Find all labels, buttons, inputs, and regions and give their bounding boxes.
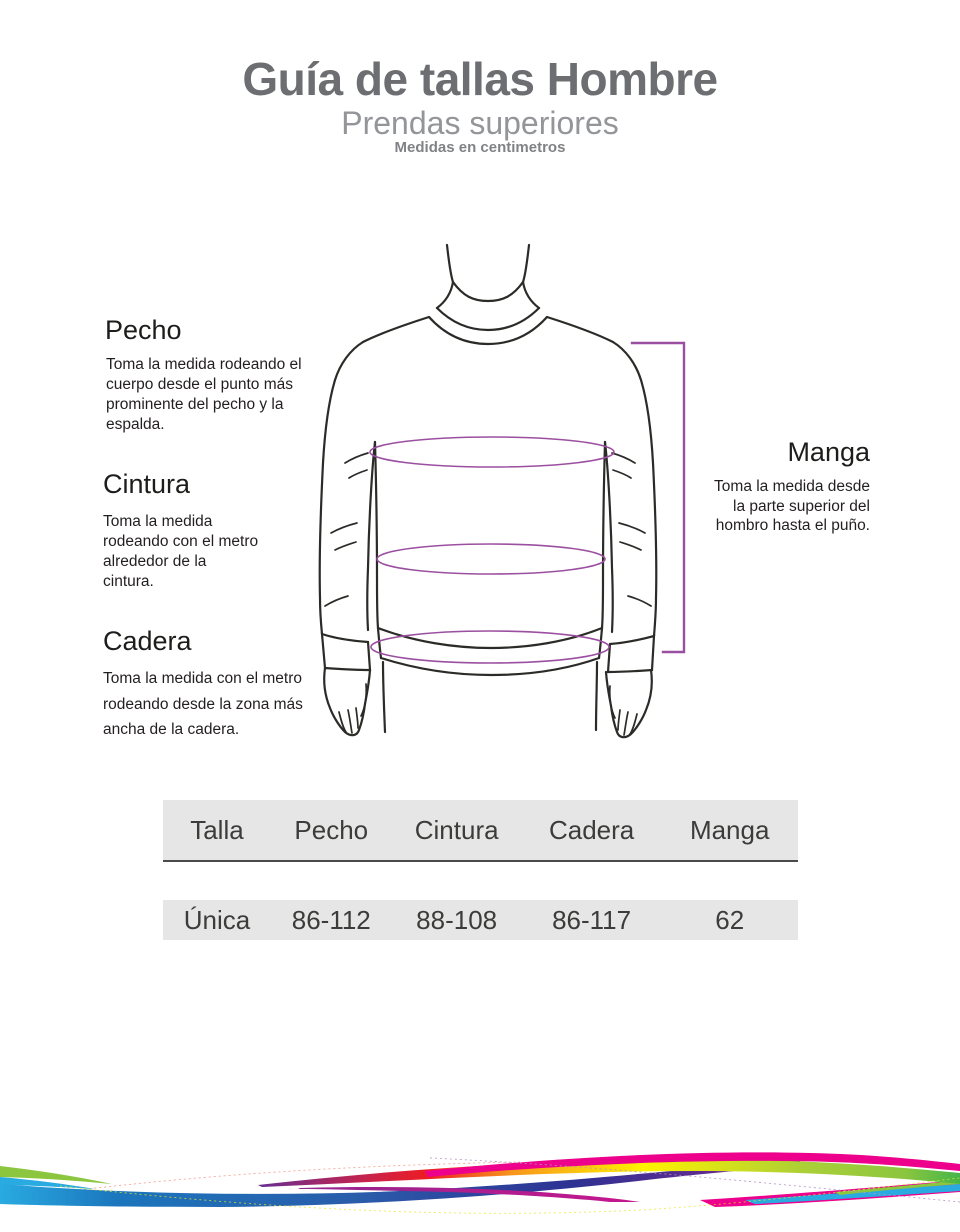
column-header-pecho: Pecho xyxy=(294,814,369,845)
hand-left-fingers xyxy=(339,684,366,733)
cell-cintura: 88-108 xyxy=(416,904,498,935)
measurement-label-manga: Manga xyxy=(787,437,870,467)
collar-top-edge xyxy=(437,308,539,330)
wave-ribbon-svg xyxy=(0,1140,960,1232)
column-header-manga: Manga xyxy=(689,814,770,845)
measure-marks xyxy=(370,343,684,663)
size-table-header-row xyxy=(163,800,798,862)
measurement-description-pecho: Toma la medida rodeando el cuerpo desde el punto más prominente del pecho y la espalda. xyxy=(106,356,302,433)
neck-right-line xyxy=(523,245,539,308)
hip-line-left xyxy=(383,662,385,732)
sweater-diagram xyxy=(295,238,695,743)
hem-bottom-edge xyxy=(381,658,599,675)
measurement-label-pecho: Pecho xyxy=(105,315,182,345)
column-header-cadera: Cadera xyxy=(548,814,635,845)
page-subtitle: Prendas superiores xyxy=(341,105,619,141)
cell-talla: Única xyxy=(183,904,251,935)
hand-right-fingers xyxy=(610,686,637,735)
cuff-left xyxy=(322,634,370,670)
measurement-label-cadera: Cadera xyxy=(103,626,192,656)
cuff-right xyxy=(608,636,654,672)
column-header-talla: Talla xyxy=(190,814,244,845)
waist-measure-ellipse xyxy=(377,544,605,574)
neck-left-line xyxy=(437,245,453,308)
brand-wave-ribbon xyxy=(0,1140,960,1232)
arm-outer-right xyxy=(613,342,656,636)
torso-side-left xyxy=(375,442,378,628)
cell-pecho: 86-112 xyxy=(291,904,371,935)
torso-side-right xyxy=(602,442,605,628)
units-note: Medidas en centimetros xyxy=(394,139,566,156)
shoulder-left xyxy=(363,317,429,342)
cell-manga: 62 xyxy=(715,904,745,935)
cell-cadera: 86-117 xyxy=(552,904,632,935)
hand-right xyxy=(606,670,652,737)
measurement-description-cadera: Toma la medida con el metro rodeando desde la zona más ancha de la cadera. xyxy=(103,670,303,738)
throat-curve xyxy=(453,282,523,301)
size-table-value-row xyxy=(163,900,798,940)
sweater-diagram-svg xyxy=(295,238,695,743)
measurement-description-manga: Toma la medida desde la parte superior del hombro hasta el puño. xyxy=(714,478,870,534)
column-header-cintura: Cintura xyxy=(414,814,499,845)
measurement-label-cintura: Cintura xyxy=(103,469,191,499)
hand-left xyxy=(324,668,370,735)
page-title: Guía de tallas Hombre xyxy=(242,53,718,105)
arm-outer-left xyxy=(320,342,363,634)
chest-measure-ellipse xyxy=(370,437,614,467)
hip-line-right xyxy=(596,662,597,730)
size-table xyxy=(163,800,798,940)
arm-inner-right xyxy=(605,442,613,632)
sleeve-measure-bracket xyxy=(632,343,684,652)
shoulder-right xyxy=(547,317,613,342)
measurement-description-cintura: Toma la medida rodeando con el metro alrededor de la cintura. xyxy=(103,513,259,590)
arm-inner-left xyxy=(367,442,375,630)
